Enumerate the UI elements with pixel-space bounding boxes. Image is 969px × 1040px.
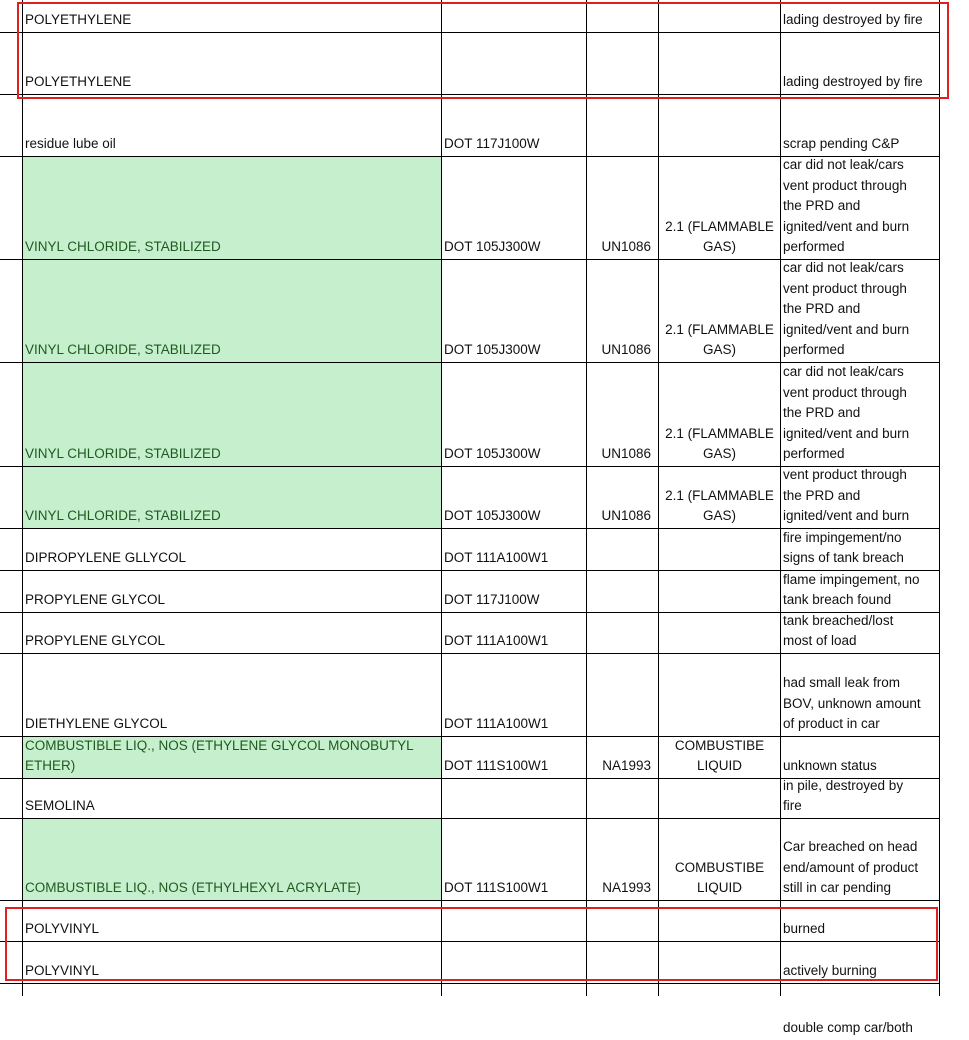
material-cell[interactable]: POLYVINYL bbox=[25, 921, 100, 937]
un-number-cell[interactable]: UN1086 bbox=[601, 239, 651, 255]
un-number-cell[interactable] bbox=[586, 94, 658, 156]
status-cell[interactable]: burned bbox=[783, 921, 826, 937]
row-stub-cell[interactable] bbox=[0, 362, 22, 466]
column-divider bbox=[658, 0, 659, 996]
row-divider bbox=[0, 528, 939, 529]
material-cell[interactable]: PROPYLENE GLYCOL bbox=[25, 633, 166, 649]
status-cell[interactable]: vent product through the PRD and ignited/vent and burn bbox=[783, 467, 910, 524]
hazard-class-cell[interactable]: 2.1 (FLAMMABLE GAS) bbox=[665, 321, 774, 358]
row-stub-cell[interactable] bbox=[0, 900, 22, 941]
hazard-class-cell[interactable]: 2.1 (FLAMMABLE GAS) bbox=[665, 487, 774, 524]
un-number-cell[interactable] bbox=[586, 900, 658, 941]
car-spec-cell[interactable]: DOT 111A100W1 bbox=[444, 716, 549, 732]
column-divider bbox=[586, 0, 587, 996]
status-cell[interactable]: had small leak from BOV, unknown amount of product in car bbox=[783, 675, 921, 732]
row-divider bbox=[0, 362, 939, 363]
material-cell[interactable]: POLYETHYLENE bbox=[25, 12, 132, 28]
column-divider bbox=[939, 0, 940, 996]
status-cell[interactable]: tank breached/lost most of load bbox=[783, 612, 894, 649]
un-number-cell[interactable]: NA1993 bbox=[602, 758, 651, 774]
car-spec-cell[interactable]: DOT 105J300W bbox=[444, 342, 541, 358]
car-spec-cell[interactable]: DOT 111A100W1 bbox=[444, 550, 549, 566]
row-stub-cell[interactable] bbox=[0, 941, 22, 983]
status-cell[interactable]: double comp car/both bbox=[783, 1020, 913, 1036]
car-spec-cell[interactable]: DOT 111S100W1 bbox=[444, 758, 549, 774]
hazard-class-cell[interactable]: 2.1 (FLAMMABLE GAS) bbox=[665, 425, 774, 462]
row-stub-cell[interactable] bbox=[0, 466, 22, 528]
status-cell[interactable]: actively burning bbox=[783, 963, 877, 979]
row-stub-cell[interactable] bbox=[0, 818, 22, 900]
status-cell[interactable]: flame impingement, no tank breach found bbox=[783, 571, 920, 608]
hazard-class-cell[interactable] bbox=[658, 900, 780, 941]
column-divider bbox=[780, 0, 781, 996]
car-spec-cell[interactable] bbox=[441, 983, 586, 1040]
row-stub-cell[interactable] bbox=[0, 570, 22, 612]
row-divider bbox=[0, 941, 939, 942]
un-number-cell[interactable] bbox=[586, 570, 658, 612]
row-stub-cell[interactable] bbox=[0, 983, 22, 1040]
hazard-class-cell[interactable] bbox=[658, 778, 780, 818]
hazard-class-cell[interactable] bbox=[658, 983, 780, 1040]
car-spec-cell[interactable] bbox=[441, 778, 586, 818]
un-number-cell[interactable] bbox=[586, 653, 658, 736]
material-cell[interactable]: residue lube oil bbox=[25, 136, 116, 152]
car-spec-cell[interactable]: DOT 105J300W bbox=[444, 508, 541, 524]
material-cell[interactable]: COMBUSTIBLE LIQ., NOS (ETHYLENE GLYCOL MONOBUTYL ETHER) bbox=[22, 736, 441, 778]
row-divider bbox=[0, 983, 939, 984]
row-divider bbox=[0, 736, 939, 737]
car-spec-cell[interactable]: DOT 117J100W bbox=[444, 592, 540, 608]
un-number-cell[interactable] bbox=[586, 778, 658, 818]
row-divider bbox=[0, 900, 939, 901]
column-divider bbox=[22, 0, 23, 996]
status-cell[interactable]: unknown status bbox=[783, 758, 877, 774]
row-divider bbox=[0, 570, 939, 571]
material-cell[interactable]: VINYL CHLORIDE, STABILIZED bbox=[22, 156, 441, 259]
row-divider bbox=[0, 156, 939, 157]
column-divider bbox=[441, 0, 442, 996]
car-spec-cell[interactable]: DOT 117J100W bbox=[444, 136, 540, 152]
row-stub-cell[interactable] bbox=[0, 736, 22, 778]
hazard-class-cell[interactable] bbox=[658, 528, 780, 570]
material-cell[interactable]: DIETHYLENE GLYCOL bbox=[25, 716, 168, 732]
un-number-cell[interactable] bbox=[586, 528, 658, 570]
row-divider bbox=[0, 32, 939, 33]
hazard-class-cell[interactable] bbox=[658, 653, 780, 736]
hazard-class-cell[interactable]: COMBUSTIBE LIQUID bbox=[674, 859, 765, 896]
un-number-cell[interactable]: UN1086 bbox=[601, 446, 651, 462]
un-number-cell[interactable] bbox=[586, 32, 658, 94]
row-stub-cell[interactable] bbox=[0, 528, 22, 570]
row-divider bbox=[0, 94, 939, 95]
status-cell[interactable]: Car breached on head end/amount of product still in car pending bbox=[783, 839, 919, 896]
un-number-cell[interactable] bbox=[586, 612, 658, 653]
car-spec-cell[interactable]: DOT 105J300W bbox=[444, 446, 541, 462]
status-cell[interactable]: car did not leak/cars vent product through the PRD and ignited/vent and burn performed bbox=[783, 364, 910, 462]
un-number-cell[interactable]: UN1086 bbox=[601, 508, 651, 524]
un-number-cell[interactable]: UN1086 bbox=[601, 342, 651, 358]
car-spec-cell[interactable] bbox=[441, 32, 586, 94]
row-stub-cell[interactable] bbox=[0, 94, 22, 156]
hazard-class-cell[interactable]: 2.1 (FLAMMABLE GAS) bbox=[665, 218, 774, 255]
material-cell[interactable] bbox=[22, 983, 441, 1040]
status-cell[interactable]: fire impingement/no signs of tank breach bbox=[783, 529, 904, 566]
row-stub-cell[interactable] bbox=[0, 653, 22, 736]
hazard-class-cell[interactable] bbox=[658, 0, 780, 32]
car-spec-cell[interactable]: DOT 111S100W1 bbox=[444, 880, 549, 896]
car-spec-cell[interactable] bbox=[441, 941, 586, 983]
status-cell[interactable]: car did not leak/cars vent product through the PRD and ignited/vent and burn performed bbox=[783, 260, 910, 358]
material-cell[interactable]: VINYL CHLORIDE, STABILIZED bbox=[22, 362, 441, 466]
car-spec-cell[interactable] bbox=[441, 900, 586, 941]
status-cell[interactable]: in pile, destroyed by fire bbox=[783, 778, 904, 814]
row-divider bbox=[0, 778, 939, 779]
material-cell[interactable]: POLYVINYL bbox=[25, 963, 100, 979]
row-stub-cell[interactable] bbox=[0, 156, 22, 259]
hazard-class-cell[interactable]: COMBUSTIBE LIQUID bbox=[674, 737, 765, 774]
material-cell[interactable]: SEMOLINA bbox=[25, 798, 95, 814]
material-cell[interactable]: VINYL CHLORIDE, STABILIZED bbox=[22, 259, 441, 362]
un-number-cell[interactable] bbox=[586, 941, 658, 983]
material-cell[interactable]: VINYL CHLORIDE, STABILIZED bbox=[22, 466, 441, 528]
car-spec-cell[interactable]: DOT 111A100W1 bbox=[444, 633, 549, 649]
hazard-class-cell[interactable] bbox=[658, 612, 780, 653]
car-spec-cell[interactable]: DOT 105J300W bbox=[444, 239, 541, 255]
row-divider bbox=[0, 612, 939, 613]
status-cell[interactable]: car did not leak/cars vent product through the PRD and ignited/vent and burn performed bbox=[783, 157, 910, 255]
row-divider bbox=[0, 818, 939, 819]
row-stub-cell[interactable] bbox=[0, 612, 22, 653]
row-divider bbox=[0, 466, 939, 467]
material-cell[interactable]: COMBUSTIBLE LIQ., NOS (ETHYLHEXYL ACRYLATE) bbox=[22, 818, 441, 900]
car-spec-cell[interactable] bbox=[441, 0, 586, 32]
un-number-cell[interactable]: NA1993 bbox=[602, 880, 651, 896]
row-stub-cell[interactable] bbox=[0, 778, 22, 818]
row-divider bbox=[0, 653, 939, 654]
row-stub-cell[interactable] bbox=[0, 0, 22, 32]
material-cell[interactable]: POLYETHYLENE bbox=[25, 74, 132, 90]
status-cell[interactable]: lading destroyed by fire bbox=[783, 12, 923, 28]
hazard-class-cell[interactable] bbox=[658, 941, 780, 983]
status-cell[interactable]: scrap pending C&P bbox=[783, 136, 900, 152]
material-cell[interactable]: DIPROPYLENE GLLYCOL bbox=[25, 550, 187, 566]
row-stub-cell[interactable] bbox=[0, 259, 22, 362]
material-cell[interactable]: PROPYLENE GLYCOL bbox=[25, 592, 166, 608]
hazard-class-cell[interactable] bbox=[658, 32, 780, 94]
un-number-cell[interactable] bbox=[586, 983, 658, 1040]
un-number-cell[interactable] bbox=[586, 0, 658, 32]
row-stub-cell[interactable] bbox=[0, 32, 22, 94]
hazard-class-cell[interactable] bbox=[658, 94, 780, 156]
status-cell[interactable]: lading destroyed by fire bbox=[783, 74, 923, 90]
hazard-class-cell[interactable] bbox=[658, 570, 780, 612]
row-divider bbox=[0, 259, 939, 260]
